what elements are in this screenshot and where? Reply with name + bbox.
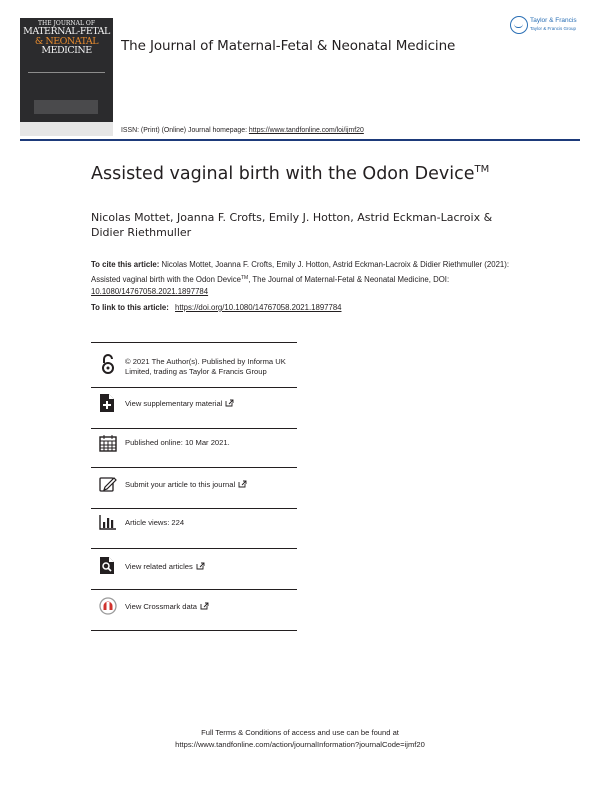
cover-divider: [28, 72, 105, 73]
terms-text: Full Terms & Conditions of access and use can be found at: [201, 728, 399, 737]
published-online-text: Published online: 10 Mar 2021.: [125, 438, 230, 447]
supplementary-material-label: View supplementary material: [125, 399, 223, 408]
external-link-icon: [225, 399, 234, 407]
author-line: Nicolas Mottet, Joanna F. Crofts, Emily J. Hotton, Astrid Eckman-Lacroix &: [91, 211, 493, 224]
citation-label: To cite this article:: [91, 260, 160, 269]
cover-title-line: THE JOURNAL OF: [38, 20, 95, 27]
citation-text: , The Journal of Maternal-Fetal & Neonatal Medicine, DOI:: [248, 274, 450, 284]
publisher-logo-icon: [510, 16, 528, 34]
article-doi-url-link[interactable]: https://doi.org/10.1080/14767058.2021.1897784: [175, 303, 342, 312]
crossmark-label: View Crossmark data: [125, 602, 198, 611]
publisher-logo-text: [530, 17, 577, 33]
cover-title-line: MATERNAL-FETAL: [23, 26, 110, 37]
doi-link[interactable]: 10.1080/14767058.2021.1897784: [91, 287, 209, 296]
article-title-text: Assisted vaginal birth with the Odon Device: [91, 164, 475, 184]
cover-title-line: & NEONATAL: [34, 35, 99, 47]
external-link-icon: [238, 480, 247, 488]
crossmark-link[interactable]: [125, 602, 209, 612]
related-articles-link[interactable]: [125, 562, 205, 572]
crossmark-item[interactable]: [91, 589, 297, 631]
author-line: Didier Riethmuller: [91, 226, 192, 239]
related-articles-label: View related articles: [125, 562, 193, 571]
external-link-icon: [200, 602, 209, 610]
author-list: [91, 210, 511, 240]
search-document-icon: [99, 556, 117, 576]
article-views-text: Article views: 224: [125, 518, 185, 527]
issn-line: [121, 127, 364, 134]
journal-homepage-link[interactable]: https://www.tandfonline.com/loi/ijmf20: [248, 127, 364, 134]
publisher-name: Taylor & Francis: [530, 17, 577, 24]
cover-artwork: [34, 100, 98, 114]
publisher-subname: Taylor & Francis Group: [530, 26, 577, 31]
cover-title: [20, 20, 113, 56]
external-link-icon: [196, 562, 205, 570]
open-access-icon: [99, 353, 117, 373]
issn-label: ISSN: (Print) (Online) Journal homepage:: [121, 127, 247, 134]
citation-text: Nicolas Mottet, Joanna F. Crofts, Emily J. Hotton, Astrid Eckman-Lacroix & Didier Riethmuller (2021): Assisted vaginal birth with the Odon Device: [91, 260, 510, 284]
calendar-icon: [99, 434, 117, 454]
trademark-superscript: TM: [474, 164, 490, 175]
journal-information-link[interactable]: https://www.tandfonline.com/action/journalInformation?journalCode=ijmf20: [175, 739, 425, 749]
submit-article-label: Submit your article to this journal: [125, 480, 236, 489]
item-divider: [91, 630, 297, 631]
cover-footer-band: [20, 122, 113, 136]
terms-footer: [0, 727, 600, 750]
published-online-item: [91, 428, 297, 468]
edit-icon: [99, 475, 117, 495]
article-views-item: [91, 508, 297, 548]
submit-article-link[interactable]: [125, 480, 247, 490]
copyright-text: © 2021 The Author(s). Published by Informa UK Limited, trading as Taylor & Francis Group: [125, 357, 286, 376]
header-divider: [20, 139, 580, 141]
trademark-superscript: TM: [240, 274, 249, 281]
article-title: [91, 164, 489, 184]
publisher-logo[interactable]: [510, 16, 582, 36]
bar-chart-icon: [99, 514, 117, 534]
cover-title-line: MEDICINE: [41, 45, 92, 56]
open-access-item: [91, 343, 297, 393]
article-link-label: To link to this article:: [91, 303, 169, 312]
supplementary-material-item[interactable]: [91, 387, 297, 429]
crossmark-icon: [99, 597, 117, 617]
submit-article-item[interactable]: [91, 467, 297, 509]
citation-block: [91, 259, 521, 299]
article-link-line: [91, 303, 342, 312]
journal-title: The Journal of Maternal-Fetal & Neonatal Medicine: [121, 38, 456, 54]
related-articles-item[interactable]: [91, 548, 297, 590]
supplementary-material-link[interactable]: [125, 399, 234, 409]
document-plus-icon: [99, 393, 117, 413]
journal-cover-image: [20, 18, 113, 136]
